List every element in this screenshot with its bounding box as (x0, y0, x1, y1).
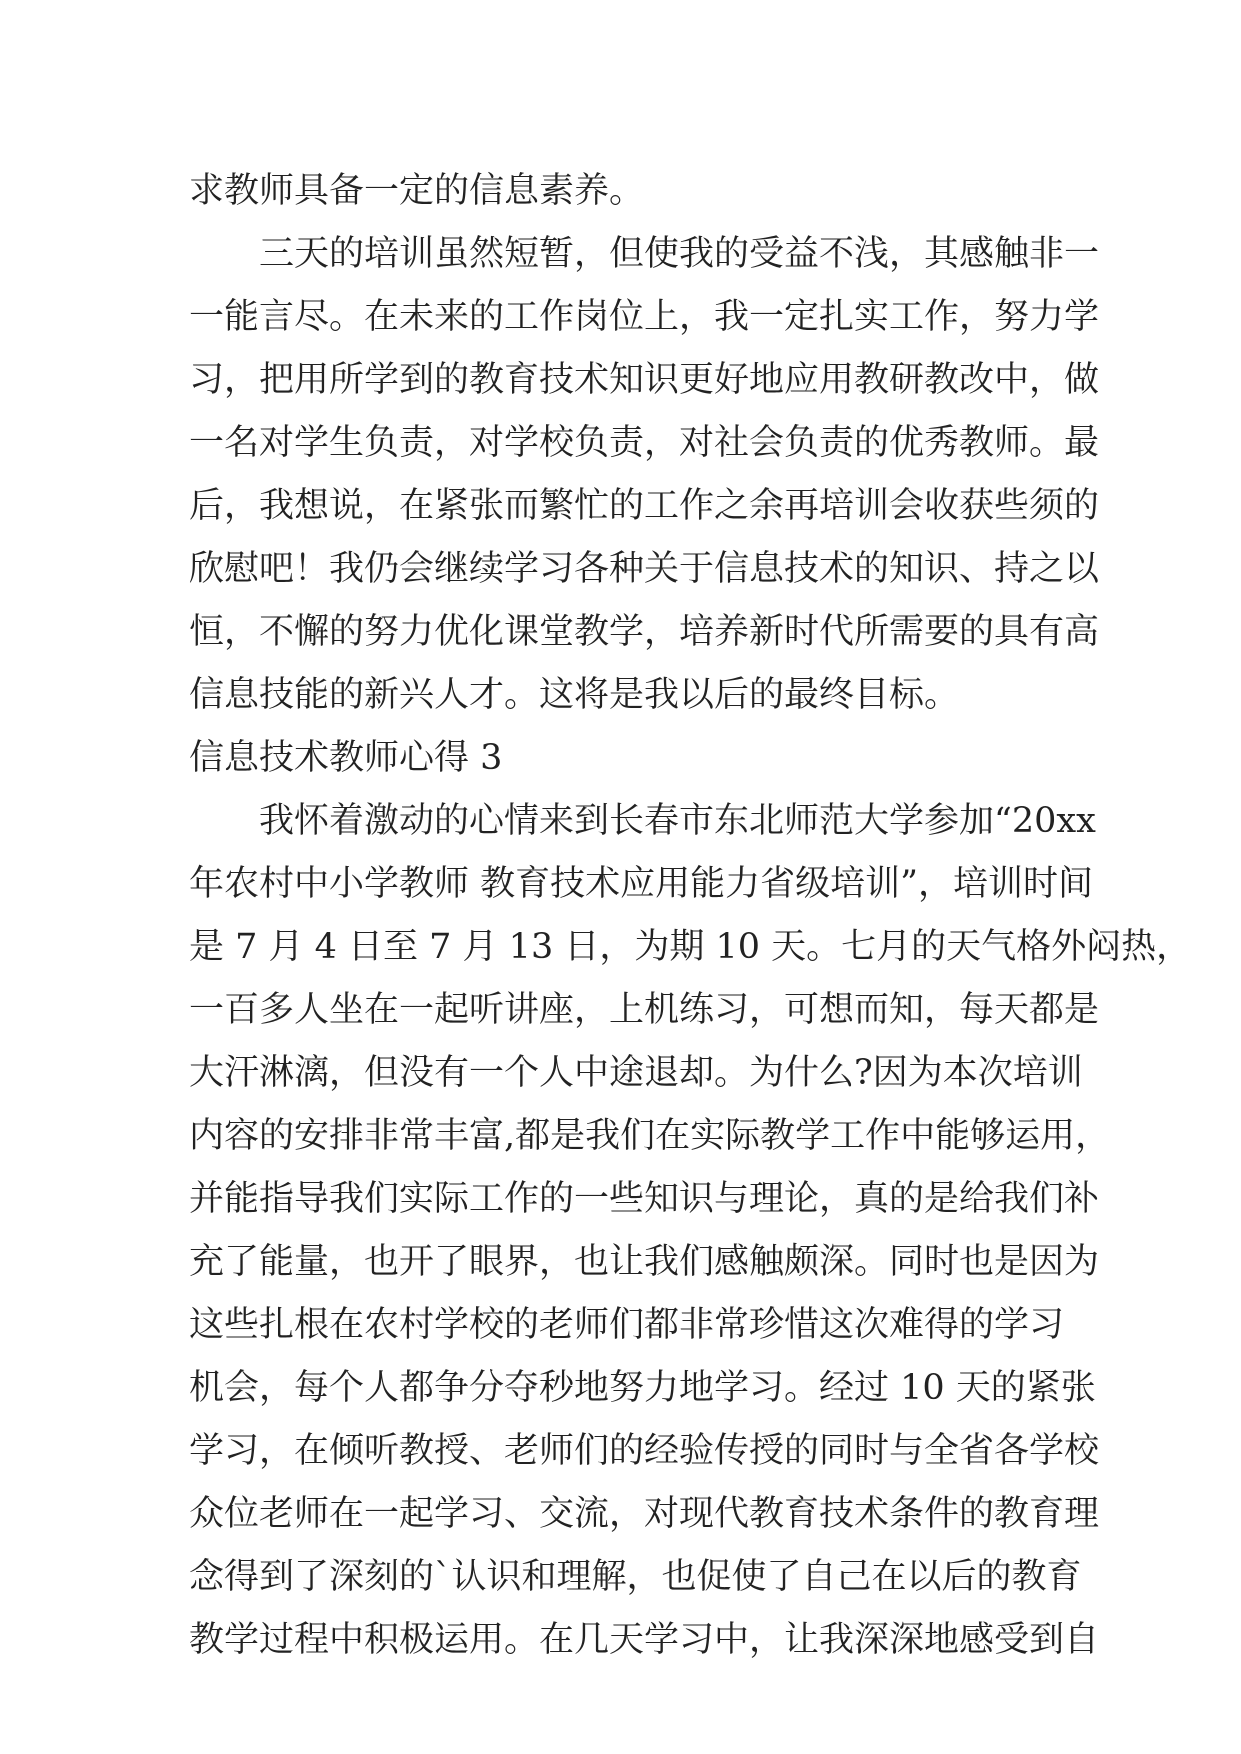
text-line: 求教师具备一定的信息素养。 (189, 171, 645, 211)
text-line: 后，我想说，在紧张而繁忙的工作之余再培训会收获些须的 (189, 486, 1100, 526)
text-line: 我怀着激动的心情来到长春市东北师范大学参加“20xx (259, 801, 1096, 841)
section-heading: 信息技术教师心得 3 (189, 738, 503, 778)
text-line: 大汗淋漓，但没有一个人中途退却。为什么?因为本次培训 (189, 1053, 1083, 1093)
paragraph-2 (189, 223, 1100, 727)
text-line: 学习，在倾听教授、老师们的经验传授的同时与全省各学校 (189, 1431, 1100, 1471)
text-line: 念得到了深刻的`认识和理解，也促使了自己在以后的教育 (189, 1557, 1082, 1597)
text-line: 年农村中小学教师 教育技术应用能力省级培训”，培训时间 (189, 864, 1094, 904)
text-line: 并能指导我们实际工作的一些知识与理论，真的是给我们补 (189, 1179, 1100, 1219)
paragraph-1 (189, 160, 1059, 223)
text-line: 这些扎根在农村学校的老师们都非常珍惜这次难得的学习 (189, 1305, 1065, 1345)
document-body (189, 160, 1192, 1672)
text-line: 习，把用所学到的教育技术知识更好地应用教研教改中，做 (189, 360, 1100, 400)
text-line: 教学过程中积极运用。在几天学习中，让我深深地感受到自 (189, 1620, 1100, 1660)
text-line: 众位老师在一起学习、交流，对现代教育技术条件的教育理 (189, 1494, 1100, 1534)
text-line: 欣慰吧！我仍会继续学习各种关于信息技术的知识、持之以 (189, 549, 1100, 589)
text-line: 是 7 月 4 日至 7 月 13 日，为期 10 天。七月的天气格外闷热， (189, 927, 1192, 967)
text-line: 一百多人坐在一起听讲座，上机练习，可想而知，每天都是 (189, 990, 1100, 1030)
text-line: 内容的安排非常丰富,都是我们在实际教学工作中能够运用， (189, 1116, 1111, 1156)
text-line: 机会，每个人都争分夺秒地努力地学习。经过 10 天的紧张 (189, 1368, 1096, 1408)
text-line: 一能言尽。在未来的工作岗位上，我一定扎实工作，努力学 (189, 297, 1100, 337)
text-line: 信息技能的新兴人才。这将是我以后的最终目标。 (189, 675, 960, 715)
text-line: 一名对学生负责，对学校负责，对社会负责的优秀教师。最 (189, 423, 1100, 463)
text-line: 充了能量，也开了眼界，也让我们感触颇深。同时也是因为 (189, 1242, 1100, 1282)
text-line: 三天的培训虽然短暂，但使我的受益不浅，其感触非一 (259, 234, 1100, 274)
paragraph-3 (189, 790, 1192, 1672)
text-line: 恒，不懈的努力优化课堂教学，培养新时代所需要的具有高 (189, 612, 1100, 652)
